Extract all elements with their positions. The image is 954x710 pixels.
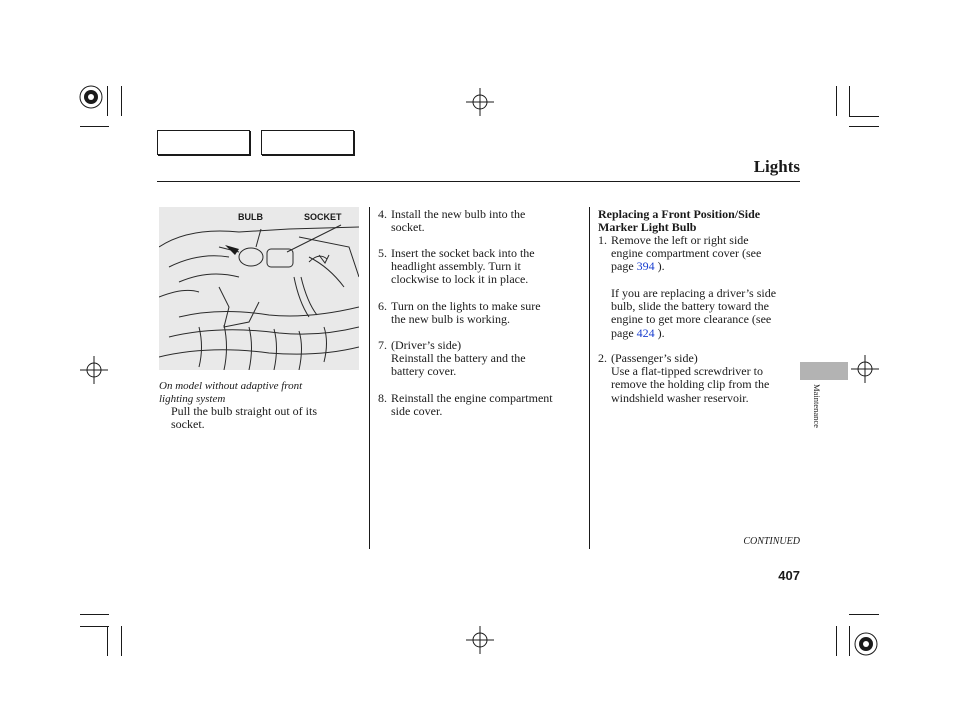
step-line: windshield washer reservoir. [611, 390, 749, 405]
step-line: battery cover. [391, 364, 457, 379]
step-line: clockwise to lock it in place. [391, 272, 529, 287]
column-divider [369, 207, 370, 549]
registration-target-icon [853, 631, 879, 657]
step-line: side cover. [391, 404, 443, 419]
step-line: Use a flat-tipped screwdriver to [611, 364, 763, 379]
figure-caption [159, 380, 302, 405]
step-line: remove the holding clip from the [611, 377, 770, 392]
text-line: If you are replacing a driver’s side [611, 286, 777, 300]
step-line: Remove the left or right side [611, 233, 749, 247]
bulb-illustration [159, 207, 359, 370]
step-line: (Driver’s side) [391, 338, 462, 352]
heading-line: Replacing a Front Position/Side [598, 207, 761, 221]
section-heading [598, 208, 760, 234]
step-line: Reinstall the engine compartment [391, 391, 553, 405]
figure-label-bulb: BULB [238, 212, 263, 222]
step-line: Install the new bulb into the [391, 207, 526, 221]
section-tab-marker[interactable] [800, 362, 848, 380]
step-line: engine compartment cover (see [611, 246, 762, 261]
heading-line: Marker Light Bulb [598, 220, 697, 235]
col1-text [171, 405, 317, 431]
header-rule [157, 181, 800, 182]
step-number: 8. [378, 391, 387, 405]
caption-line: On model without adaptive front [159, 380, 303, 392]
step-number: 2. [598, 351, 607, 365]
page-number: 407 [778, 568, 800, 583]
nav-tab-table-of-contents[interactable] [261, 130, 354, 155]
step-number: 6. [378, 299, 387, 313]
caption-line: lighting system [159, 392, 226, 405]
step-number: 4. [378, 207, 387, 221]
text-span: page [611, 259, 637, 274]
text-line: socket. [171, 417, 205, 432]
step-line: (Passenger’s side) [611, 351, 698, 365]
text-line: bulb, slide the battery toward the [611, 299, 769, 314]
page-title: Lights [753, 157, 800, 176]
step-number: 5. [378, 246, 387, 260]
step-line: the new bulb is working. [391, 312, 510, 327]
step-line [611, 260, 761, 273]
nav-tab-main-menu[interactable] [157, 130, 250, 155]
page-link-394[interactable]: 394 [636, 259, 655, 274]
section-tab-label: Maintenance [812, 384, 822, 428]
crosshair-icon [80, 356, 108, 384]
crosshair-icon [466, 88, 494, 116]
step-line: Turn on the lights to make sure [391, 299, 541, 313]
step-line: socket. [391, 220, 425, 235]
column-divider [589, 207, 590, 549]
crosshair-icon [466, 626, 494, 654]
step-line: Insert the socket back into the [391, 246, 535, 260]
registration-target-icon [78, 84, 104, 110]
text-line [611, 327, 776, 340]
step-line: Reinstall the battery and the [391, 351, 526, 366]
text-line: engine to get more clearance (see [611, 312, 772, 327]
col3-paragraph [611, 287, 776, 340]
step-line: headlight assembly. Turn it [391, 259, 521, 274]
step-number: 7. [378, 338, 387, 352]
text-span: ). [654, 325, 665, 340]
headlight-bulb-diagram [159, 207, 359, 370]
text-span: page [611, 325, 637, 340]
text-line: Pull the bulb straight out of its [171, 404, 317, 418]
page-link-424[interactable]: 424 [636, 325, 655, 340]
step-number: 1. [598, 233, 607, 247]
text-span: ). [654, 259, 665, 274]
crosshair-icon [851, 355, 879, 383]
figure-label-socket: SOCKET [304, 212, 342, 222]
continued-label: CONTINUED [743, 536, 800, 547]
